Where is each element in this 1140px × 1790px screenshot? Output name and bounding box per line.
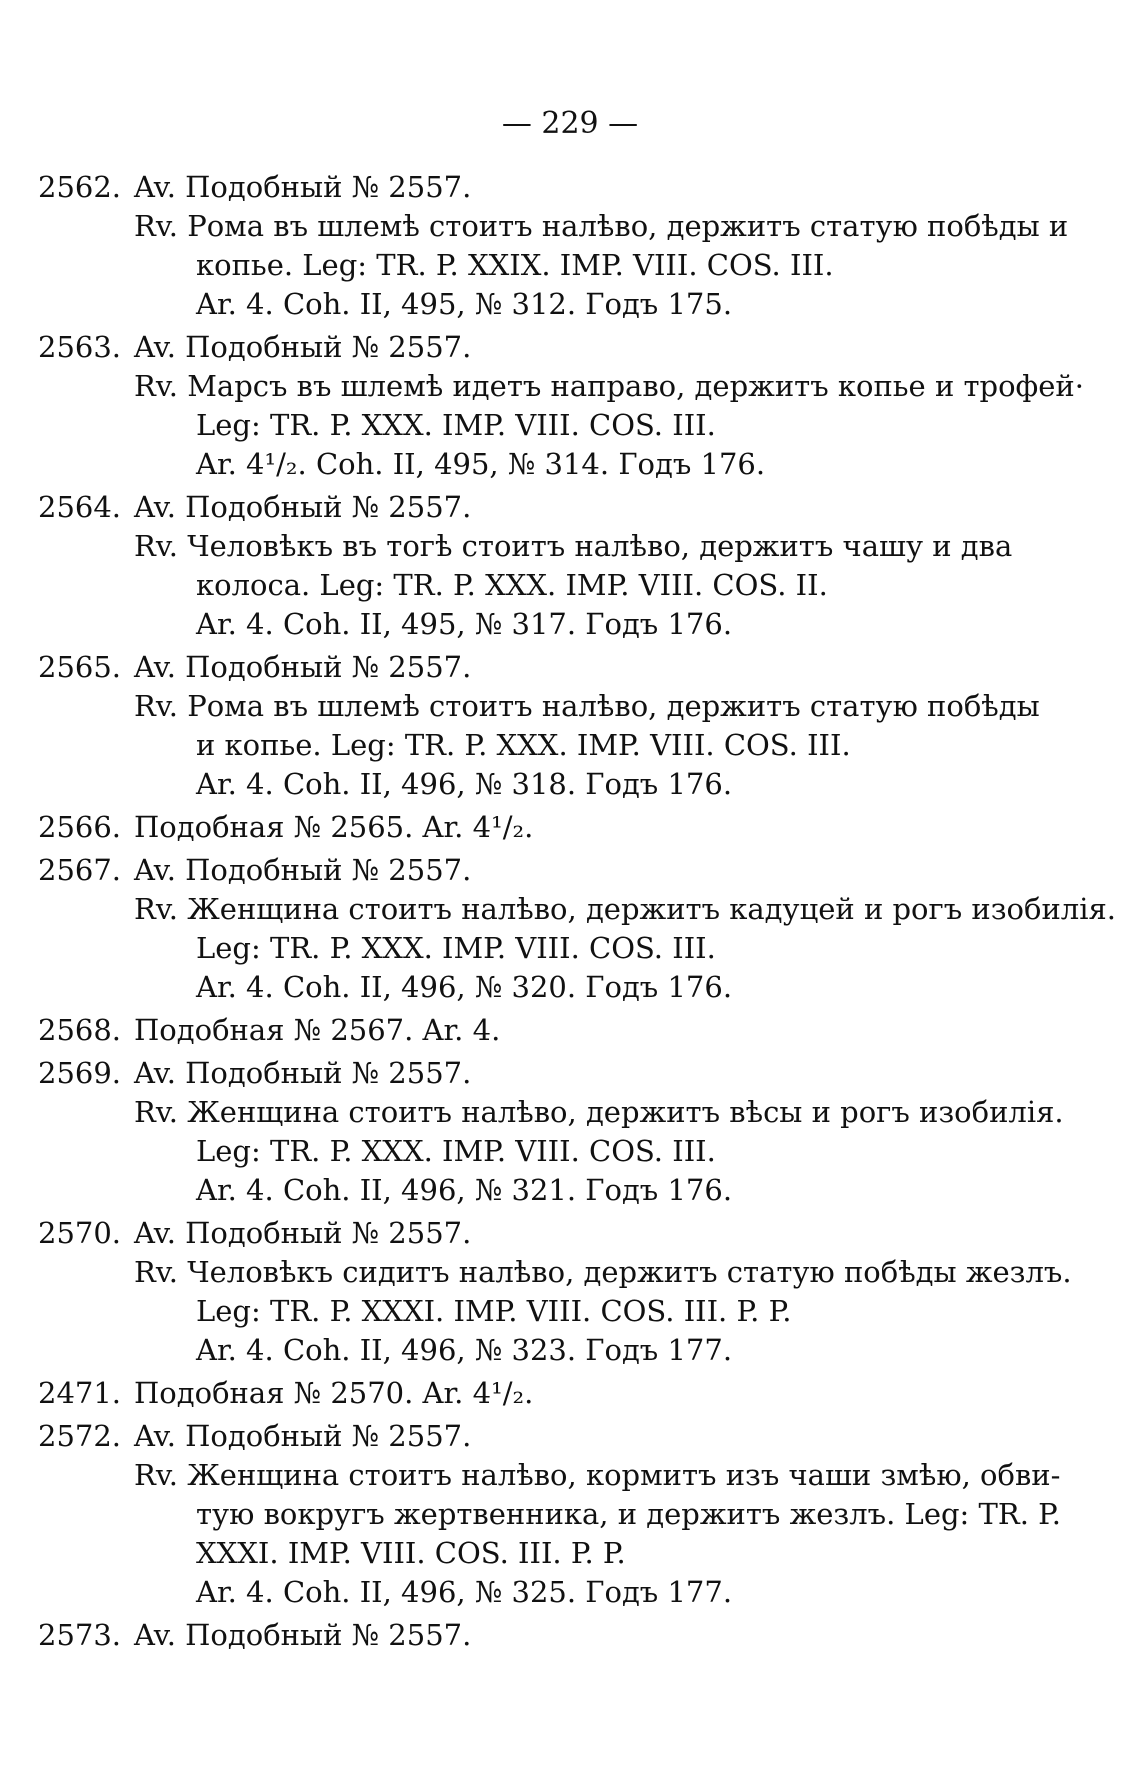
entry-first-line — [38, 488, 1038, 527]
entry-obverse: Av. Подобный № 2557. — [134, 853, 472, 887]
entry-number: 2565. — [38, 650, 122, 684]
entry-reverse-continuation: Ar. 4. Coh. II, 496, № 325. Годъ 177. — [196, 1575, 733, 1609]
entry-reverse-continuation: Leg: TR. P. XXXI. IMP. VIII. COS. III. P. P. — [196, 1294, 792, 1328]
entry-first-line — [38, 168, 1038, 207]
entry-first-line — [38, 1214, 1038, 1253]
entry-reverse-continuation: Ar. 4. Coh. II, 496, № 321. Годъ 176. — [196, 1173, 733, 1207]
catalog-entry — [38, 1374, 1038, 1413]
entry-number: 2564. — [38, 490, 122, 524]
entry-reverse-continuation: Leg: TR. P. XXX. IMP. VIII. COS. III. — [196, 931, 716, 965]
catalog-entry — [38, 1054, 1064, 1210]
entry-obverse: Av. Подобный № 2557. — [134, 1618, 472, 1652]
entry-first-line — [38, 648, 1038, 687]
entry-reverse-continuation: Ar. 4. Coh. II, 496, № 323. Годъ 177. — [196, 1333, 733, 1367]
entry-first-line — [38, 1054, 1038, 1093]
entry-obverse: Av. Подобный № 2557. — [134, 1056, 472, 1090]
entry-reverse: Rv. Женщина стоитъ налѣво, держитъ вѣсы и рогъ изобилія. — [134, 1095, 1064, 1129]
catalog-entry — [38, 168, 1069, 324]
entry-reverse-continuation: Leg: TR. P. XXX. IMP. VIII. COS. III. — [196, 1134, 716, 1168]
entry-obverse: Av. Подобный № 2557. — [134, 330, 472, 364]
entry-first-line — [38, 808, 1038, 847]
entry-reverse-continuation: Ar. 4. Coh. II, 495, № 312. Годъ 175. — [196, 287, 733, 321]
entry-obverse: Av. Подобный № 2557. — [134, 170, 472, 204]
entry-obverse: Av. Подобный № 2557. — [134, 1419, 472, 1453]
entry-reverse: Rv. Рома въ шлемѣ стоитъ налѣво, держитъ статую побѣды и — [134, 209, 1069, 243]
catalog-entry — [38, 851, 1116, 1007]
entry-obverse: Подобная № 2565. Ar. 4¹/₂. — [134, 810, 534, 844]
entry-first-line — [38, 1374, 1038, 1413]
entry-number: 2572. — [38, 1419, 122, 1453]
entry-number: 2568. — [38, 1013, 122, 1047]
entry-obverse: Av. Подобный № 2557. — [134, 490, 472, 524]
entry-reverse-continuation: копье. Leg: TR. P. XXIX. IMP. VIII. COS. III. — [196, 248, 834, 282]
entry-number: 2471. — [38, 1376, 122, 1410]
catalog-entry — [38, 328, 1084, 484]
entry-reverse-continuation: Ar. 4. Coh. II, 495, № 317. Годъ 176. — [196, 607, 733, 641]
entry-reverse: Rv. Марсъ въ шлемѣ идетъ направо, держитъ копье и трофей· — [134, 369, 1084, 403]
entry-reverse-continuation: Ar. 4¹/₂. Coh. II, 495, № 314. Годъ 176. — [196, 447, 766, 481]
entry-first-line — [38, 1011, 1038, 1050]
catalog-entry — [38, 1417, 1062, 1612]
catalog-entry — [38, 808, 1038, 847]
catalog-entry — [38, 1616, 1038, 1655]
entry-reverse-continuation: Leg: TR. P. XXX. IMP. VIII. COS. III. — [196, 408, 716, 442]
entry-reverse-continuation: и копье. Leg: TR. P. XXX. IMP. VIII. COS. III. — [196, 728, 851, 762]
entry-number: 2563. — [38, 330, 122, 364]
entry-obverse: Av. Подобный № 2557. — [134, 1216, 472, 1250]
entry-reverse-continuation: Ar. 4. Coh. II, 496, № 318. Годъ 176. — [196, 767, 733, 801]
entry-obverse: Av. Подобный № 2557. — [134, 650, 472, 684]
entry-number: 2567. — [38, 853, 122, 887]
entry-reverse: Rv. Женщина стоитъ налѣво, кормитъ изъ чаши змѣю, обви- — [134, 1458, 1061, 1492]
entry-number: 2562. — [38, 170, 122, 204]
catalog-entry — [38, 648, 1038, 804]
entry-reverse-continuation: XXXI. IMP. VIII. COS. III. P. P. — [196, 1536, 626, 1570]
entry-reverse: Rv. Женщина стоитъ налѣво, держитъ кадуцей и рогъ изобилія. — [134, 892, 1116, 926]
entry-reverse: Rv. Человѣкъ въ тогѣ стоитъ налѣво, держитъ чашу и два — [134, 529, 1013, 563]
entry-number: 2566. — [38, 810, 122, 844]
entry-obverse: Подобная № 2570. Ar. 4¹/₂. — [134, 1376, 534, 1410]
entry-reverse-continuation: Ar. 4. Coh. II, 496, № 320. Годъ 176. — [196, 970, 733, 1004]
entry-number: 2573. — [38, 1618, 122, 1652]
catalog-entry — [38, 1011, 1038, 1050]
entry-first-line — [38, 328, 1038, 367]
entry-number: 2569. — [38, 1056, 122, 1090]
catalog-entries — [38, 168, 1116, 1659]
entry-reverse-continuation: тую вокругъ жертвенника, и держитъ жезлъ. Leg: TR. P. — [196, 1497, 1062, 1531]
entry-first-line — [38, 1417, 1038, 1456]
catalog-entry — [38, 488, 1038, 644]
entry-reverse: Rv. Человѣкъ сидитъ налѣво, держитъ статую побѣды жезлъ. — [134, 1255, 1072, 1289]
entry-reverse: Rv. Рома въ шлемѣ стоитъ налѣво, держитъ статую побѣды — [134, 689, 1040, 723]
entry-first-line — [38, 1616, 1038, 1655]
page-number: — 229 — — [501, 106, 639, 141]
entry-obverse: Подобная № 2567. Ar. 4. — [134, 1013, 501, 1047]
entry-reverse-continuation: колоса. Leg: TR. P. XXX. IMP. VIII. COS. II. — [196, 568, 828, 602]
entry-first-line — [38, 851, 1038, 890]
entry-number: 2570. — [38, 1216, 122, 1250]
catalog-entry — [38, 1214, 1072, 1370]
